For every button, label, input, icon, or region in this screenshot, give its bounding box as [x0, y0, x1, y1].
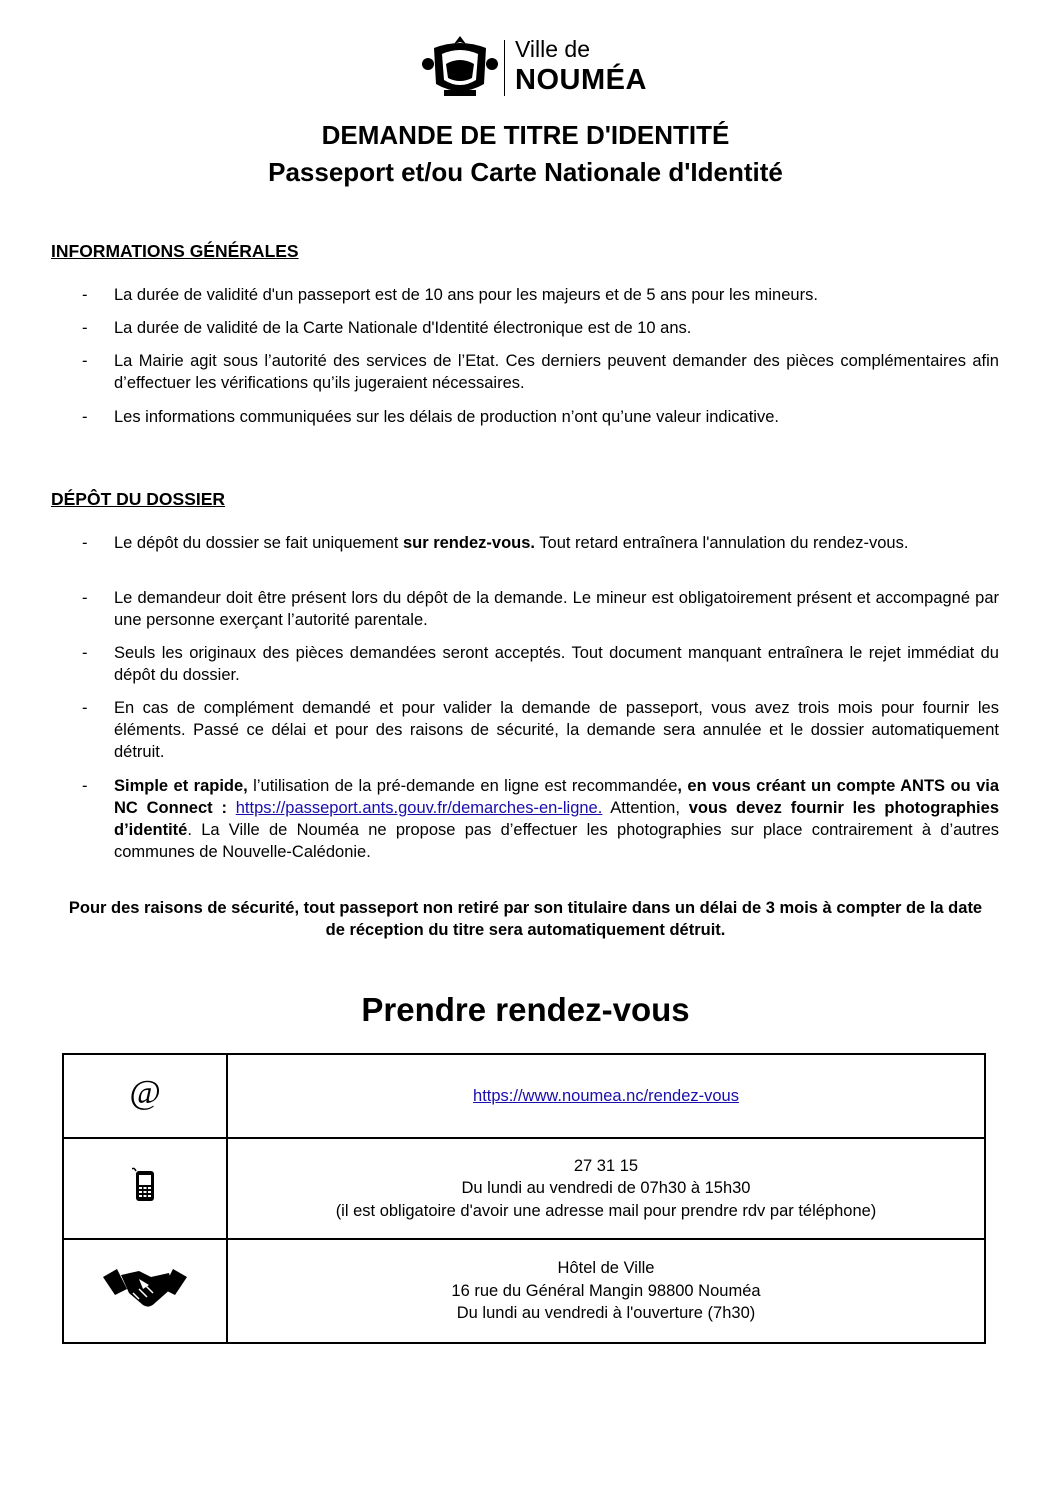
table-row — [63, 1138, 985, 1239]
logo-line1: Ville de — [515, 36, 591, 62]
logo-line2: NOUMÉA — [515, 64, 647, 96]
bullet-dash: - — [82, 777, 88, 795]
phone-icon-cell — [63, 1138, 227, 1239]
logo-separator — [504, 40, 505, 96]
text-run: l’utilisation de la pré-demande en ligne est recommandée — [247, 777, 678, 795]
bullet-dash: - — [82, 534, 88, 552]
text-run: Le dépôt du dossier se fait uniquement — [114, 534, 403, 552]
security-notice: Pour des raisons de sécurité, tout passeport non retiré par son titulaire dans un délai de 3 mois à compter de la date de réception du titre sera automatiquement détruit. — [68, 899, 983, 939]
text-run-bold: vous devez fournir les photographies d’identité — [114, 799, 999, 839]
place-hours: Du lundi au vendredi à l'ouverture (7h30) — [456, 1304, 756, 1323]
list-item: La durée de validité d'un passeport est de 10 ans pour les majeurs et de 5 ans pour les mineurs. — [114, 286, 818, 304]
section-heading-depot: DÉPÔT DU DOSSIER — [51, 489, 226, 509]
place-name: Hôtel de Ville — [557, 1259, 655, 1278]
bullet-dash: - — [82, 286, 88, 304]
text-run-bold: sur rendez-vous. — [402, 534, 535, 552]
list-item: La durée de validité de la Carte Nationale d'Identité électronique est de 10 ans. — [114, 319, 692, 337]
list-item: En cas de complément demandé et pour valider la demande de passeport, vous avez trois mois pour fournir les éléments. Passé ce délai et pour des raisons de sécurité, la demande sera annulée et le dossier automatiquement détruit. — [114, 699, 999, 761]
text-run: . La Ville de Nouméa ne propose pas d’effectuer les photographies sur place contrairement à d’autres communes de Nouvelle-Calédonie. — [114, 821, 999, 861]
place-cell — [227, 1239, 985, 1343]
bullet-dash: - — [82, 699, 88, 717]
web-icon-cell — [63, 1054, 227, 1138]
bullet-dash: - — [82, 352, 88, 370]
list-item: Seuls les originaux des pièces demandées seront acceptés. Tout document manquant entraînera le rejet immédiat du dépôt du dossier. — [114, 644, 999, 684]
list-item: Le demandeur doit être présent lors du dépôt de la demande. Le mineur est obligatoirement présent et accompagné par une personne exerçant l’autorité parentale. — [114, 589, 999, 629]
phone-hours: Du lundi au vendredi de 07h30 à 15h30 — [461, 1179, 751, 1198]
table-row — [63, 1054, 985, 1138]
bullet-dash: - — [82, 408, 88, 426]
bullet-dash: - — [82, 319, 88, 337]
rendez-vous-link[interactable]: https://www.noumea.nc/rendez-vous — [473, 1086, 739, 1105]
page-subtitle: Passeport et/ou Carte Nationale d'Identité — [268, 157, 783, 187]
text-run-bold: Simple et rapide, — [114, 777, 248, 795]
contact-table — [62, 1053, 986, 1344]
bullet-dash: - — [82, 644, 88, 662]
list-item: Les informations communiquées sur les délais de production n’ont qu’une valeur indicative. — [114, 408, 779, 426]
city-logo — [420, 34, 647, 100]
text-run-bold: , en vous créant un compte ANTS ou via NC Connect : — [114, 777, 999, 817]
phone-cell — [227, 1138, 985, 1239]
bullet-dash: - — [82, 589, 88, 607]
text-run: Attention, — [602, 799, 689, 817]
text-run: Tout retard entraînera l'annulation du rendez-vous. — [535, 534, 909, 552]
section-heading-general: INFORMATIONS GÉNÉRALES — [51, 241, 299, 261]
table-row — [63, 1239, 985, 1343]
coat-of-arms-icon — [420, 34, 500, 100]
mobile-phone-icon — [132, 1167, 158, 1203]
phone-number: 27 31 15 — [573, 1156, 639, 1175]
page-title: DEMANDE DE TITRE D'IDENTITÉ — [321, 120, 730, 150]
web-cell — [227, 1054, 985, 1138]
ants-link[interactable]: https://passeport.ants.gouv.fr/demarches-en-ligne. — [235, 799, 603, 817]
handshake-icon-cell — [63, 1239, 227, 1343]
phone-note: (il est obligatoire d'avoir une adresse mail pour prendre rdv par téléphone) — [335, 1201, 877, 1220]
list-item: La Mairie agit sous l’autorité des services de l’Etat. Ces derniers peuvent demander des pièces complémentaires afin d’effectuer les vérifications qu’ils jugeraient nécessaires. — [114, 352, 999, 392]
place-address: 16 rue du Général Mangin 98800 Nouméa — [451, 1281, 761, 1300]
list-item — [114, 532, 999, 554]
rdv-heading: Prendre rendez-vous — [361, 991, 690, 1028]
handshake-icon — [103, 1263, 187, 1313]
list-item — [114, 775, 999, 863]
at-sign-icon: @ — [129, 1074, 161, 1112]
